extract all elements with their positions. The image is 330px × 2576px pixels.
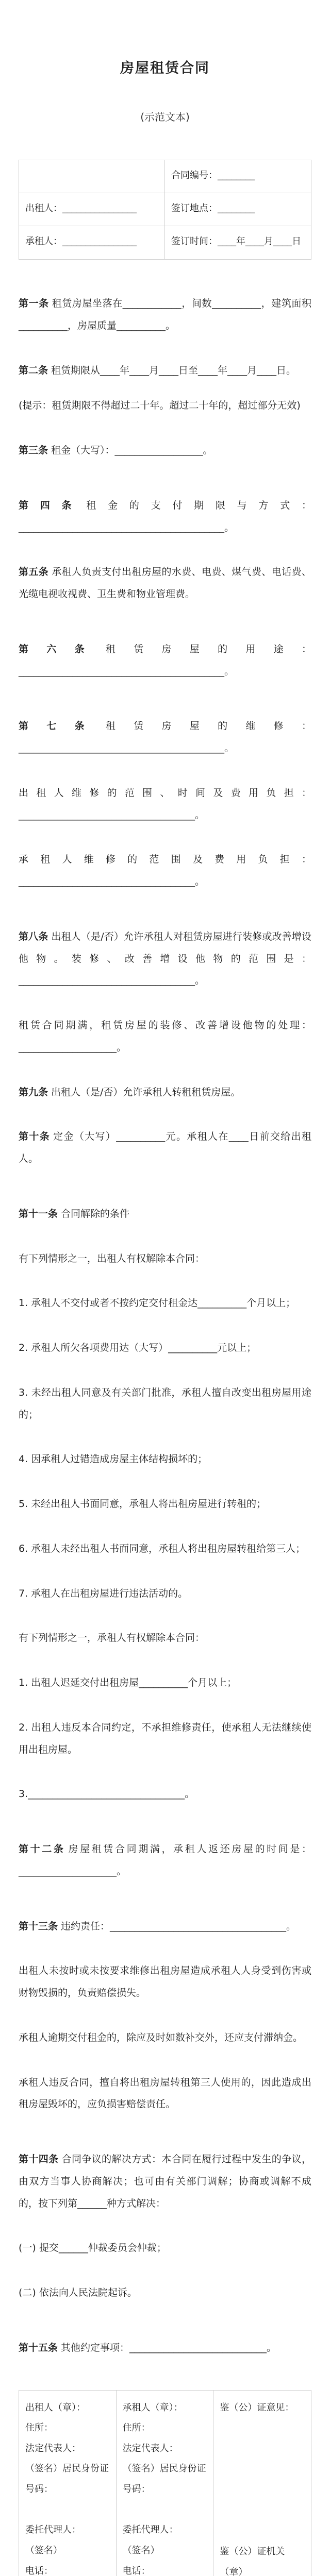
article-text: 出租人未按时或未按要求维修出租房屋造成承租人人身受到伤害或财物毁损的，负责赔偿损失。 xyxy=(19,1965,311,1998)
article-paragraph xyxy=(19,395,311,417)
article-label: 第七条 xyxy=(19,720,103,732)
article-paragraph xyxy=(19,439,311,462)
signature-line xyxy=(123,2499,207,2520)
article-text: 合同争议的解决方式：本合同在履行过程中发生的争议，由双方当事人协商解决；也可由有关部门调解；协商或调解不成的，按下列第______种方式解决： xyxy=(19,2154,311,2209)
signature-line: 委托代理人： xyxy=(25,2524,81,2536)
article-label: 第四条 xyxy=(19,499,84,511)
article-paragraph xyxy=(19,1783,311,1805)
signature-line: （签名） xyxy=(25,2545,62,2556)
article-label: 第十四条 xyxy=(19,2154,59,2165)
article-paragraph xyxy=(19,1448,311,1470)
article-text: 5. 未经出租人书面同意，承租人将出租房屋进行转租的； xyxy=(19,1498,267,1510)
empty-cell xyxy=(19,160,165,193)
signature-line: 委托代理人： xyxy=(122,2524,178,2536)
article-text: 其他约定事项：____________________________。 xyxy=(61,2342,277,2353)
article-label: 第十二条 xyxy=(19,1843,65,1855)
signature-line: 鉴（公）证意见： xyxy=(220,2402,294,2413)
article-text: 租金的支付期限与方式：__________________________________________。 xyxy=(19,499,311,533)
signature-line xyxy=(220,2480,305,2500)
signature-line: （签名）居民身份证号码： xyxy=(122,2463,206,2495)
article-text: 承租人负责支付出租房屋的水费、电费、煤气费、电话费、光缆电视收视费、卫生费和物业管理费。 xyxy=(19,566,311,600)
article-label: 第三条 xyxy=(19,445,48,456)
article-label: 第二条 xyxy=(19,364,48,376)
article-paragraph xyxy=(19,1717,311,1761)
article-label: 第十一条 xyxy=(19,1208,58,1219)
signature-line: （签名） xyxy=(122,2545,160,2556)
signature-line xyxy=(25,2499,110,2520)
signature-line: 电话： xyxy=(122,2565,151,2576)
article-text: 3.________________________________。 xyxy=(19,1788,195,1800)
article-text: 2. 承租人所欠各项费用达（大写）__________元以上； xyxy=(19,1342,257,1353)
signature-line: 鉴（公）证机关（章） xyxy=(220,2546,285,2576)
article-paragraph xyxy=(19,1292,311,1314)
article-paragraph xyxy=(19,715,311,759)
article-paragraph xyxy=(19,1627,311,1649)
article-text: 3. 未经出租人同意及有关部门批准，承租人擅自改变出租房屋用途的； xyxy=(19,1386,311,1420)
article-text: 租金（大写）：__________________。 xyxy=(51,445,213,456)
signature-line: 住所： xyxy=(122,2422,151,2434)
contract-number-field: 合同编号：________ xyxy=(165,160,311,193)
article-paragraph xyxy=(19,561,311,605)
article-text: 违约责任：____________________________________。 xyxy=(61,1920,296,1932)
article-label: 第六条 xyxy=(19,643,103,655)
article-text: 2. 出租人违反本合同约定，不承担维修责任，使承租人无法继续使用出租房屋。 xyxy=(19,1721,311,1755)
signature-line: （签名）居民身份证号码： xyxy=(25,2463,109,2495)
article-paragraph xyxy=(19,293,311,337)
article-text: 1. 出租人迟延交付出租房屋__________个月以上； xyxy=(19,1677,237,1688)
article-label: 第十条 xyxy=(19,1131,51,1143)
article-paragraph xyxy=(19,2072,311,2116)
document-title: 房屋租赁合同 xyxy=(120,60,210,76)
lessee-field: 承租人：________________ xyxy=(19,226,165,259)
article-paragraph xyxy=(19,1014,311,1059)
article-paragraph xyxy=(19,1538,311,1560)
signature-line xyxy=(220,2521,305,2541)
article-label: 第五条 xyxy=(19,566,49,578)
article-paragraph xyxy=(19,1126,311,1170)
signature-line: 法定代表人： xyxy=(25,2443,81,2454)
signature-line: 住所： xyxy=(25,2422,53,2434)
article-label: 第九条 xyxy=(19,1086,48,1098)
article-text: 租赁房屋的维修：__________________________________________。 xyxy=(19,720,311,754)
article-paragraph xyxy=(19,495,311,539)
article-text: 出租人维修的范围、时间及费用负担：____________________________________。 xyxy=(19,787,311,821)
sign-time-field: 签订时间：____年____月____日 xyxy=(171,236,301,247)
article-paragraph xyxy=(19,2148,311,2214)
article-paragraph xyxy=(19,1960,311,2004)
article-text: 4. 因承租人过错造成房屋主体结构损坏的； xyxy=(19,1453,208,1465)
signature-line: 出租人（章）： xyxy=(25,2402,86,2413)
signature-line xyxy=(220,2500,305,2521)
lessor-field: 出租人：________________ xyxy=(19,193,165,226)
article-paragraph xyxy=(19,2237,311,2259)
article-text: 出租人（是/否）允许承租人转租租赁房屋。 xyxy=(51,1086,241,1098)
article-paragraph xyxy=(19,1382,311,1426)
article-paragraph xyxy=(19,926,311,992)
article-label: 第十五条 xyxy=(19,2342,58,2353)
lessee-signature-column xyxy=(117,2391,214,2576)
article-text: 承租人逾期交付租金的，除应及时如数补交外，还应支付滞纳金。 xyxy=(19,2031,303,2043)
article-paragraph xyxy=(19,638,311,683)
article-text: 租赁合同期满，租赁房屋的装修、改善增设他物的处理：____________________。 xyxy=(19,1020,311,1053)
article-text: 出租人（是/否）允许承租人对租赁房屋进行装修或改善增设他物。装修、改善增设他物的范围是：____________________________________。 xyxy=(19,930,311,987)
article-text: (提示：租赁期限不得超过二十年。超过二十年的，超过部分无效) xyxy=(19,400,301,412)
signature-line: 承租人（章）： xyxy=(122,2402,183,2413)
article-text: 租赁房屋的用途：__________________________________________。 xyxy=(19,643,311,677)
article-text: 房屋租赁合同期满，承租人返还房屋的时间是：____________________。 xyxy=(19,1843,311,1877)
article-text: 有下列情形之一，出租人有权解除本合同： xyxy=(19,1252,205,1264)
article-text: 有下列情形之一，承租人有权解除本合同： xyxy=(19,1632,205,1644)
article-text: 定金（大写）__________元。承租人在____日前交给出租人。 xyxy=(19,1131,311,1164)
articles-section xyxy=(19,293,311,2359)
sign-place-field: 签订地点：________ xyxy=(165,193,311,226)
article-text: 租赁期限从____年____月____日至____年____月____日。 xyxy=(51,364,296,376)
article-text: 6. 承租人未经出租人书面同意，承租人将出租房屋转租给第三人； xyxy=(19,1543,306,1554)
article-label: 第十三条 xyxy=(19,1920,58,1932)
article-text: 承租人维修的范围及费用负担：____________________________________。 xyxy=(19,854,311,887)
signature-line xyxy=(220,2438,305,2459)
lessor-signature-column xyxy=(19,2391,117,2576)
signature-line: 电话： xyxy=(25,2565,53,2576)
article-paragraph xyxy=(19,1248,311,1270)
article-paragraph xyxy=(19,782,311,826)
article-text: (一) 提交______仲裁委员会仲裁； xyxy=(19,2242,167,2254)
article-paragraph xyxy=(19,1203,311,1225)
article-paragraph xyxy=(19,2027,311,2049)
signature-line xyxy=(220,2459,305,2480)
article-paragraph xyxy=(19,1081,311,1104)
signature-line: 法定代表人： xyxy=(122,2443,178,2454)
article-paragraph xyxy=(19,1838,311,1883)
article-paragraph xyxy=(19,2282,311,2304)
article-paragraph xyxy=(19,2337,311,2359)
article-paragraph xyxy=(19,849,311,893)
party-info-table xyxy=(19,160,311,260)
document-subtitle: (示范文本) xyxy=(140,111,190,123)
article-text: 承租人违反合同，擅自将出租房屋转租第三人使用的，因此造成出租房屋毁坏的，应负损害赔偿责任。 xyxy=(19,2076,311,2110)
article-text: (二) 依法向人民法院起诉。 xyxy=(19,2287,137,2298)
article-paragraph xyxy=(19,1672,311,1694)
article-text: 租赁房屋坐落在____________，间数__________，建筑面积__________，房屋质量__________。 xyxy=(19,298,311,331)
article-text: 合同解除的条件 xyxy=(61,1208,130,1219)
article-text: 7. 承租人在出租房屋进行违法活动的。 xyxy=(19,1587,188,1599)
article-text: 1. 承租人不交付或者不按约定交付租金达__________个月以上； xyxy=(19,1297,296,1309)
article-paragraph xyxy=(19,1493,311,1515)
article-paragraph xyxy=(19,1337,311,1359)
signature-table xyxy=(19,2390,311,2576)
article-label: 第八条 xyxy=(19,930,48,942)
article-label: 第一条 xyxy=(19,298,49,309)
signature-line xyxy=(220,2418,305,2438)
article-paragraph xyxy=(19,1916,311,1938)
authority-signature-column xyxy=(213,2391,311,2576)
article-paragraph xyxy=(19,1583,311,1605)
article-paragraph xyxy=(19,360,311,382)
